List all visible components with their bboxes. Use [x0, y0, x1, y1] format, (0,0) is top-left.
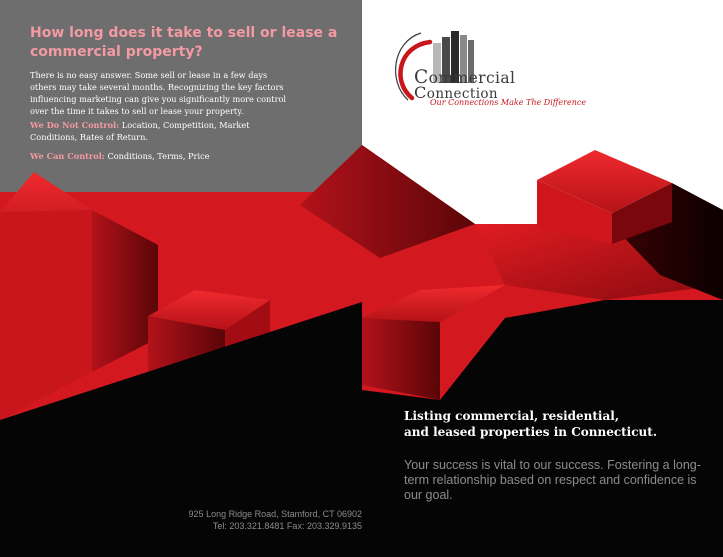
logo-tagline: Our Connections Make The Difference	[430, 98, 587, 107]
listing-line1: Listing commercial, residential,	[404, 409, 619, 423]
street-address: 925 Long Ridge Road, Stamford, CT 06902	[188, 509, 362, 519]
can-control-label: We Can Control:	[30, 151, 105, 161]
listing-heading	[404, 408, 704, 440]
listing-line2: and leased properties in Connecticut.	[404, 425, 657, 439]
headline: How long does it take to sell or lease a commercial property?	[30, 25, 338, 60]
intro-text: There is no easy answer. Some sell or lease in a few days others may take several months. Recognizing the key factors influencing marketing can give you significantly more control over the time it takes to sell or lease your property.	[30, 70, 287, 116]
logo-wordmark-line1: Commercial	[414, 67, 516, 88]
can-control-list: Conditions, Terms, Price	[104, 151, 210, 161]
cannot-control-label: We Do Not Control:	[30, 120, 120, 130]
contact-block	[142, 509, 362, 532]
phone-fax: Tel: 203.321.8481 Fax: 203.329.9135	[212, 520, 362, 531]
can-control-text	[30, 150, 290, 162]
success-statement: Your success is vital to our success. Fostering a long-term relationship based on respect and confidence is our goal.	[404, 458, 701, 502]
cannot-control-list: Location, Competition, Market Conditions, Rates of Return.	[30, 120, 250, 142]
logo-wordmark-line2: Connection	[414, 83, 499, 102]
cannot-control-text	[30, 119, 290, 143]
